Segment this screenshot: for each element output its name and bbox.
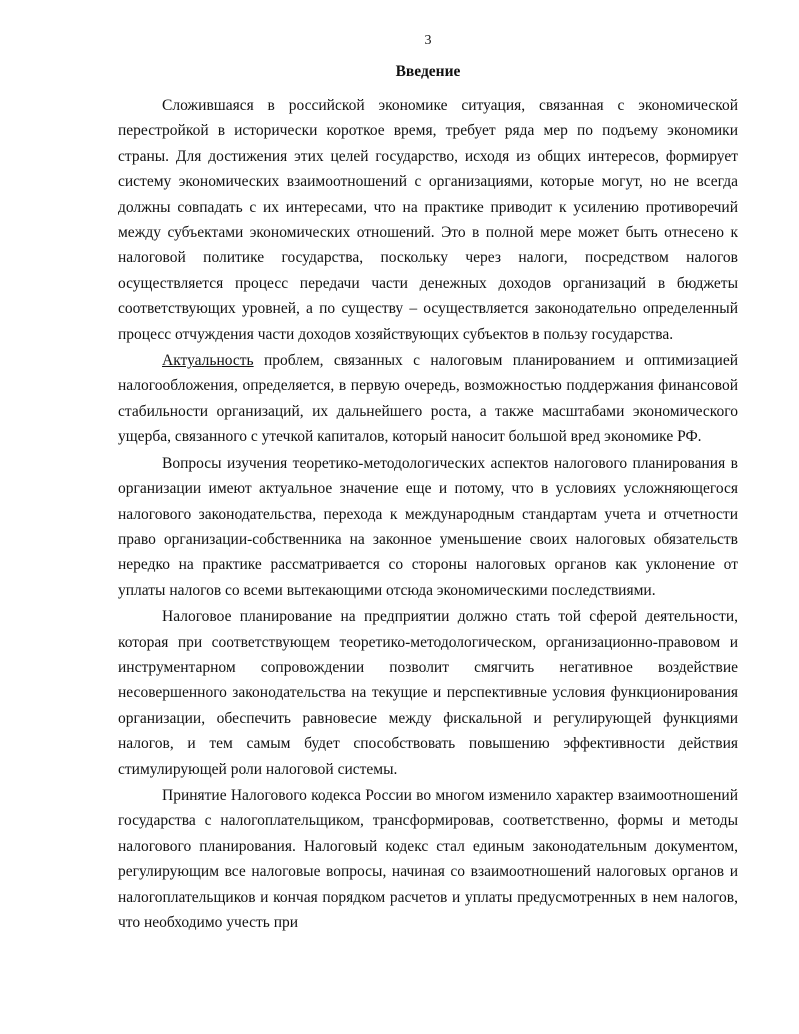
paragraph-2: [118, 348, 738, 450]
paragraph-text: Принятие Налогового кодекса России во многом изменило характер взаимоотношений государства с налогоплательщиком, трансформировав, соответственно, формы и методы налогового планирования. Налоговый кодекс стал единым законодательным документом, регулирующим все налоговые вопросы, начиная со взаимоотношений налоговых органов и налогоплательщиков и кончая порядком расчетов и уплаты предусмотренных в нем налогов, что необходимо учесть при: [118, 786, 738, 931]
paragraph-5: [118, 783, 738, 935]
paragraph-text: проблем, связанных с налоговым планированием и оптимизацией налогообложения, определяется, в первую очередь, возможностью поддержания финансовой стабильности организаций, их дальнейшего роста, а также масштабами экономического ущерба, связанного с утечкой капиталов, который наносит большой вред экономике РФ.: [118, 352, 738, 446]
paragraph-text: Налоговое планирование на предприятии должно стать той сферой деятельности, которая при соответствующем теоретико-методологическом, организационно-правовом и инструментарном сопровождении позволит смягчить негативное воздействие несовершенного законодательства на текущие и перспективные условия функционирования организации, обеспечить равновесие между фискальной и регулирующей функциями налогов, и тем самым будет способствовать повышению эффективности действия стимулирующей роли налоговой системы.: [118, 608, 738, 778]
paragraph-text: Сложившаяся в российской экономике ситуация, связанная с экономической перестройкой в исторически короткое время, требует ряда мер по подъему экономики страны. Для достижения этих целей государство, исходя из общих интересов, формирует систему экономических взаимоотношений с организациями, которые могут, но не всегда должны совпадать с их интересами, что на практике приводит к усилению противоречий между субъектами экономических отношений. Это в полной мере может быть отнесено к налоговой политике государства, поскольку через налоги, посредством налогов осуществляется процесс передачи части денежных доходов организаций в бюджеты соответствующих уровней, а по существу – осуществляется законодательно определенный процесс отчуждения части доходов хозяйствующих субъектов в пользу государства.: [118, 97, 738, 343]
paragraph-4: [118, 604, 738, 782]
section-heading: Введение: [395, 63, 461, 80]
paragraph-1: [118, 93, 738, 347]
document-body: [118, 93, 738, 935]
paragraph-text: Вопросы изучения теоретико-методологических аспектов налогового планирования в организации имеют актуальное значение еще и потому, что в условиях усложняющегося налогового законодательства, перехода к международным стандартам учета и отчетности право организации-собственника на законное уменьшение своих налоговых обязательств нередко на практике рассматривается со стороны налоговых органов как уклонение от уплаты налогов со всеми вытекающими отсюда экономическими последствиями.: [118, 454, 738, 599]
paragraph-lead-term: Актуальность: [162, 352, 254, 370]
page-number: 3: [424, 33, 432, 48]
paragraph-3: [118, 451, 738, 603]
